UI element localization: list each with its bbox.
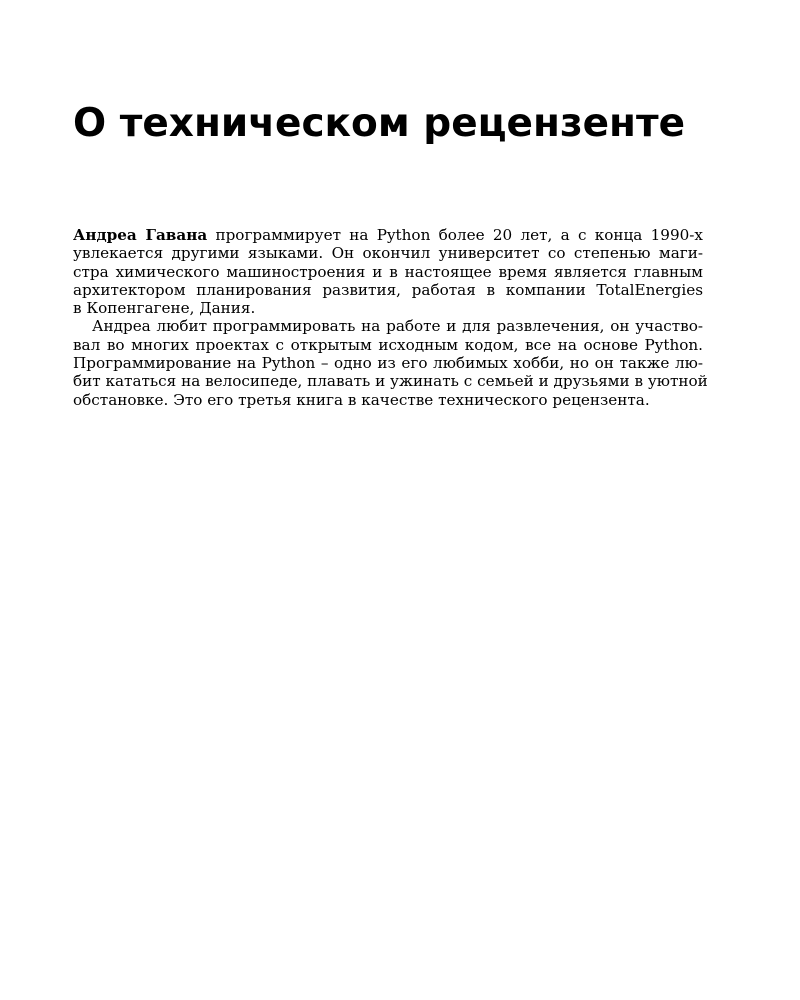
bio-paragraph-2-line-5: обстановке. Это его третья книга в качестве технического рецензента.	[73, 390, 650, 409]
bio-paragraph-2-line-4: бит кататься на велосипеде, плавать и ужинать с семьей и друзьями в уютной	[73, 372, 708, 391]
bio-paragraph-1-line-1	[73, 226, 703, 244]
bio-paragraph-2	[73, 317, 708, 409]
bio-paragraph-1-line-5: в Копенгагене, Дания.	[73, 299, 256, 318]
bio-paragraph-1-line-2: увлекается другими языками. Он окончил университет со степенью маги-	[73, 244, 703, 263]
bio-paragraph-2-line-1: Андреа любит программировать на работе и для развлечения, он участво-	[92, 317, 703, 336]
bio-paragraph-2-line-3: Программирование на Python – одно из его любимых хобби, но он также лю-	[73, 354, 703, 373]
bio-paragraph-1-line-3: стра химического машиностроения и в настоящее время является главным	[73, 262, 703, 281]
bio-paragraph-1-line-4: архитектором планирования развития, работая в компании TotalEnergies	[73, 280, 703, 299]
bio-paragraph-2-line-2: вал во многих проектах с открытым исходным кодом, все на основе Python.	[73, 335, 703, 354]
reviewer-name: Андреа Гавана	[73, 226, 208, 244]
bio-paragraph-1-line-1-text: программирует на Python более 20 лет, а с конца 1990-х	[207, 226, 703, 244]
reviewer-bio	[73, 226, 708, 409]
bio-paragraph-1	[73, 226, 703, 317]
chapter-title: О техническом рецензенте	[73, 101, 686, 146]
